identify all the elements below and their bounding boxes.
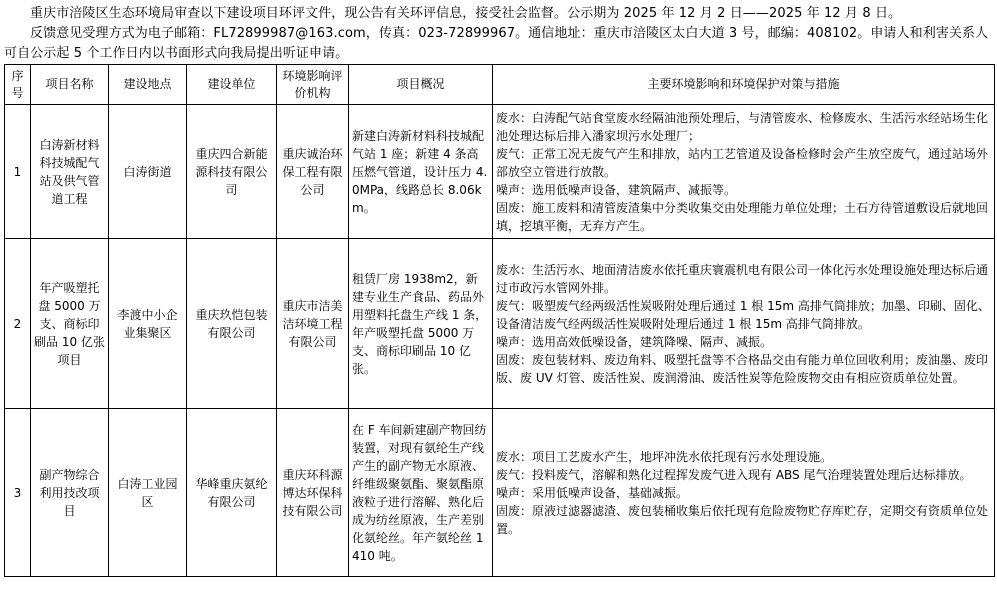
cell-name: 副产物综合利用技改项目 — [31, 409, 109, 577]
cell-location: 李渡中小企业集聚区 — [109, 239, 187, 409]
measure-noise: 噪声：采用低噪声设备，基础减振。 — [496, 485, 689, 500]
cell-no: 3 — [5, 409, 31, 577]
intro-paragraph-1: 重庆市涪陵区生态环境局审查以下建设项目环评文件，现公告有关环评信息，接受社会监督。公示期为 2025 年 12 月 2 日——2025 年 12 月 8 日。 — [30, 6, 902, 21]
measure-solid-waste: 固废：施工废料和清管废渣集中分类收集交由处理能力单位处理；土石方待管道敷设后就地回填，挖填平衡，无弃方产生。 — [496, 200, 989, 233]
measure-solid-waste: 固废：原液过滤器滤渣、废包装桶收集后依托现有危险废物贮存库贮存，定期交有资质单位处置。 — [496, 503, 989, 536]
cell-builder: 重庆玖恺包装有限公司 — [187, 239, 277, 409]
header-name: 项目名称 — [31, 65, 109, 105]
header-measures: 主要环境影响和环境保护对策与措施 — [493, 65, 995, 105]
cell-builder: 重庆四合新能源科技有限公司 — [187, 105, 277, 239]
cell-builder: 华峰重庆氨纶有限公司 — [187, 409, 277, 577]
cell-location: 白涛工业园区 — [109, 409, 187, 577]
measure-noise: 噪声：选用高效低噪设备，建筑降噪、隔声、减振。 — [496, 334, 773, 349]
header-no: 序号 — [5, 65, 31, 105]
measure-exhaust: 废气：投料废气，溶解和熟化过程挥发废气进入现有 ABS 尾气治理装置处理后达标排放。 — [496, 467, 972, 482]
cell-overview: 在 F 车间新建副产物回纺装置，对现有氨纶生产线产生的副产物无水原液、纤维级聚氨酯、聚氨酯原液粒子进行溶解、熟化后成为纺丝原液，生产差别化氨纶丝。年产氨纶丝 1410 吨。 — [349, 409, 493, 577]
cell-measures — [493, 239, 995, 409]
cell-no: 1 — [5, 105, 31, 239]
header-location: 建设地点 — [109, 65, 187, 105]
cell-location: 白涛街道 — [109, 105, 187, 239]
measure-exhaust: 废气：正常工况无废气产生和排放，站内工艺管道及设备检修时会产生放空废气，通过站场外部放空立管进行放散。 — [496, 146, 989, 179]
cell-overview: 新建白涛新材料科技城配气站 1 座；新建 4 条高压燃气管道，设计压力 4.0MPa，线路总长 8.06km。 — [349, 105, 493, 239]
cell-agency: 重庆环科源博达环保科技有限公司 — [277, 409, 349, 577]
cell-name: 白涛新材料科技城配气站及供气管道工程 — [31, 105, 109, 239]
intro-paragraph-2: 反馈意见受理方式为电子邮箱：FL72899987@163.com，传真：023-72899967。通信地址：重庆市涪陵区太白大道 3 号，邮编：408102。申请人和利害关系人可自公示起 5 个工作日内以书面形式向我局提出听证申请。 — [4, 26, 989, 61]
cell-name: 年产吸塑托盘 5000 万支、商标印刷品 10 亿张项目 — [31, 239, 109, 409]
cell-agency: 重庆诚治环保工程有限公司 — [277, 105, 349, 239]
cell-no: 2 — [5, 239, 31, 409]
cell-measures — [493, 409, 995, 577]
cell-measures — [493, 105, 995, 239]
measure-wastewater: 废水：生活污水、地面清洁废水依托重庆寰震机电有限公司一体化污水处理设施处理达标后通过市政污水管网外排。 — [496, 262, 989, 295]
table-row — [5, 105, 995, 239]
header-overview: 项目概况 — [349, 65, 493, 105]
table-row — [5, 239, 995, 409]
measure-exhaust: 废气：吸塑废气经两级活性炭吸附处理后通过 1 根 15m 高排气筒排放；加墨、印刷、固化、设备清洁废气经两级活性炭吸附处理后通过 1 根 15m 高排气筒排放。 — [496, 298, 990, 331]
cell-agency: 重庆市洁美洁环境工程有限公司 — [277, 239, 349, 409]
table-row — [5, 409, 995, 577]
header-agency: 环境影响评价机构 — [277, 65, 349, 105]
project-table — [4, 64, 995, 577]
cell-overview: 租赁厂房 1938m2，新建专业生产食品、药品外用塑料托盘生产线 1 条，年产吸塑托盘 5000 万支、商标印刷品 10 亿张。 — [349, 239, 493, 409]
measure-solid-waste: 固废：废包装材料、废边角料、吸塑托盘等不合格品交由有能力单位回收利用；废油墨、废印版、废 UV 灯管、废活性炭、废润滑油、废活性炭等危险废物交由有相应资质单位处置。 — [496, 352, 989, 385]
measure-noise: 噪声：选用低噪声设备，建筑隔声、减振等。 — [496, 182, 737, 197]
measure-wastewater: 废水：白涛配气站食堂废水经隔油池预处理后，与清管废水、检修废水、生活污水经站场生化池处理达标后排入潘家坝污水处理厂； — [496, 110, 989, 143]
measure-wastewater: 废水：项目工艺废水产生，地坪冲洗水依托现有污水处理设施。 — [496, 449, 833, 464]
table-header-row — [5, 65, 995, 105]
header-builder: 建设单位 — [187, 65, 277, 105]
